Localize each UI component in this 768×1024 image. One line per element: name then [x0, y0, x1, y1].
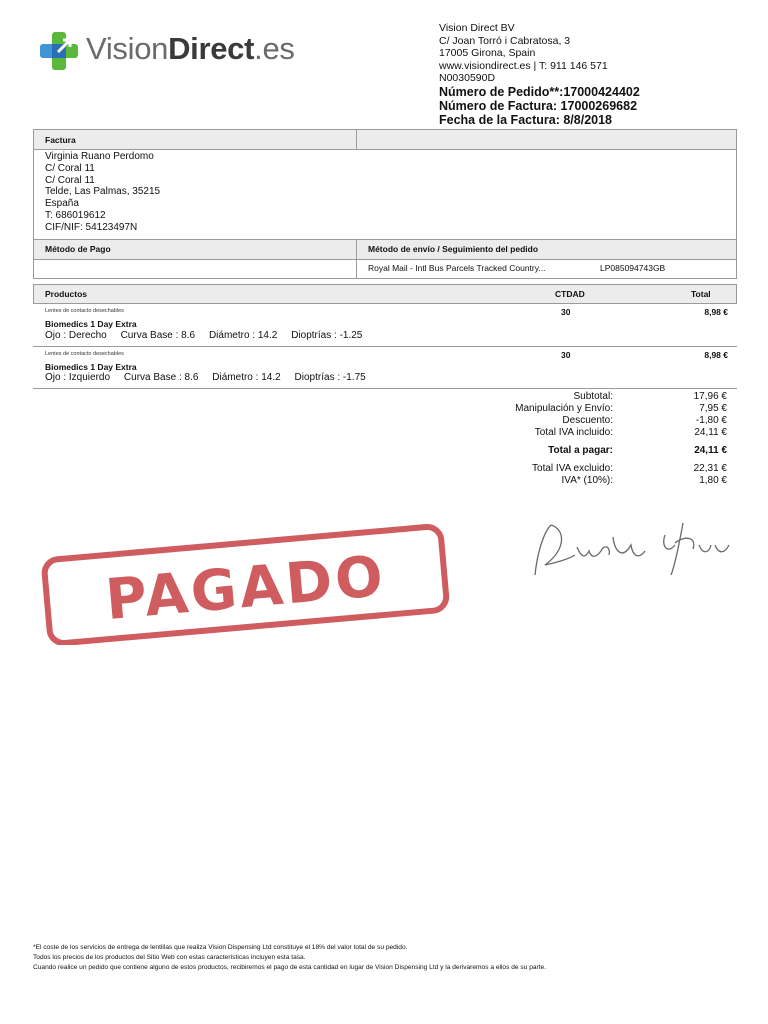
- incl-vat-value: 24,11 €: [694, 427, 727, 438]
- company-name: Vision Direct BV: [439, 22, 515, 34]
- handling-value: 7,95 €: [699, 403, 727, 414]
- to-pay-label: Total a pagar:: [548, 445, 613, 456]
- product-specs: Ojo : Izquierdo Curva Base : 8.6 Diámetro : 14.2 Dioptrías : -1.75: [45, 372, 366, 383]
- to-pay-value: 24,11 €: [694, 445, 727, 456]
- invoice-number: Número de Factura: 17000269682: [439, 98, 638, 113]
- products-col-header: Productos: [45, 289, 88, 299]
- customer-tax-id: CIF/NIF: 54123497N: [45, 221, 138, 233]
- vat-value: 1,80 €: [699, 475, 727, 486]
- incl-vat-label: Total IVA incluido:: [534, 427, 613, 438]
- company-contact: www.visiondirect.es | T: 911 146 571: [439, 59, 608, 72]
- customer-city: Telde, Las Palmas, 35215: [45, 186, 161, 198]
- paid-stamp: [30, 515, 460, 645]
- order-number: Número de Pedido**:17000424402: [439, 84, 640, 99]
- discount-label: Descuento:: [562, 415, 613, 426]
- customer-country: España: [45, 198, 79, 210]
- customer-name: Virginia Ruano Perdomo: [45, 151, 154, 162]
- logo-wordmark: VisionDirect.es: [86, 31, 295, 66]
- product-total: 8,98 €: [704, 307, 728, 317]
- excl-vat-label: Total IVA excluido:: [532, 463, 613, 474]
- customer-phone: T: 686019612: [45, 209, 106, 221]
- product-total: 8,98 €: [704, 350, 728, 360]
- subtotal-label: Subtotal:: [573, 391, 613, 402]
- payment-method-header: Método de Pago: [45, 244, 111, 254]
- company-address-1: C/ Joan Torró i Cabratosa, 3: [439, 34, 571, 47]
- footnote-2: Todos los precios de los productos del Sitio Web con estas características incluyen esta tasa.: [33, 954, 306, 961]
- shipping-header: Método de envío / Seguimiento del pedido: [368, 244, 539, 254]
- footnote-1: *El coste de los servicios de entrega de lentillas que realiza Vision Dispensing Ltd constituye el 18% del valor total de su pedido.: [33, 944, 408, 951]
- handling-label: Manipulación y Envío:: [515, 403, 613, 414]
- footnotes: [33, 943, 546, 973]
- product-name: Biomedics 1 Day Extra: [45, 362, 137, 372]
- customer-street-1: C/ Coral 11: [45, 162, 95, 174]
- subtotal-value: 17,96 €: [693, 391, 727, 402]
- product-qty: 30: [561, 307, 571, 317]
- product-name: Biomedics 1 Day Extra: [45, 319, 137, 329]
- billing-header-label: Factura: [45, 135, 76, 145]
- excl-vat-value: 22,31 €: [693, 463, 727, 474]
- product-category: Lentes de contacto desechables: [45, 351, 124, 357]
- tracking-number: LP085094743GB: [600, 263, 666, 273]
- vat-label: IVA* (10%):: [561, 475, 613, 486]
- total-col-header: Total: [691, 289, 711, 299]
- invoice-date: Fecha de la Factura: 8/8/2018: [439, 112, 613, 127]
- totals-block: [0, 0, 768, 500]
- company-code: N0030590D: [439, 72, 496, 84]
- svg-text:PAGADO: PAGADO: [103, 543, 389, 634]
- discount-value: -1,80 €: [695, 415, 727, 426]
- product-qty: 30: [561, 350, 571, 360]
- signature: [515, 515, 740, 590]
- company-address-2: 17005 Girona, Spain: [439, 47, 536, 59]
- customer-street-2: C/ Coral 11: [45, 174, 95, 186]
- qty-col-header: CTDAD: [555, 289, 585, 299]
- footnote-3: Cuando realice un pedido que contiene alguno de estos productos, recibiremos el pago de esta cantidad en lugar de Vision Dispensing Ltd y la derivaremos a ellos de su parte.: [33, 964, 547, 971]
- shipping-method: Royal Mail - Intl Bus Parcels Tracked Country...: [368, 263, 546, 273]
- product-category: Lentes de contacto desechables: [45, 308, 124, 314]
- product-specs: Ojo : Derecho Curva Base : 8.6 Diámetro : 14.2 Dioptrías : -1.25: [45, 330, 363, 341]
